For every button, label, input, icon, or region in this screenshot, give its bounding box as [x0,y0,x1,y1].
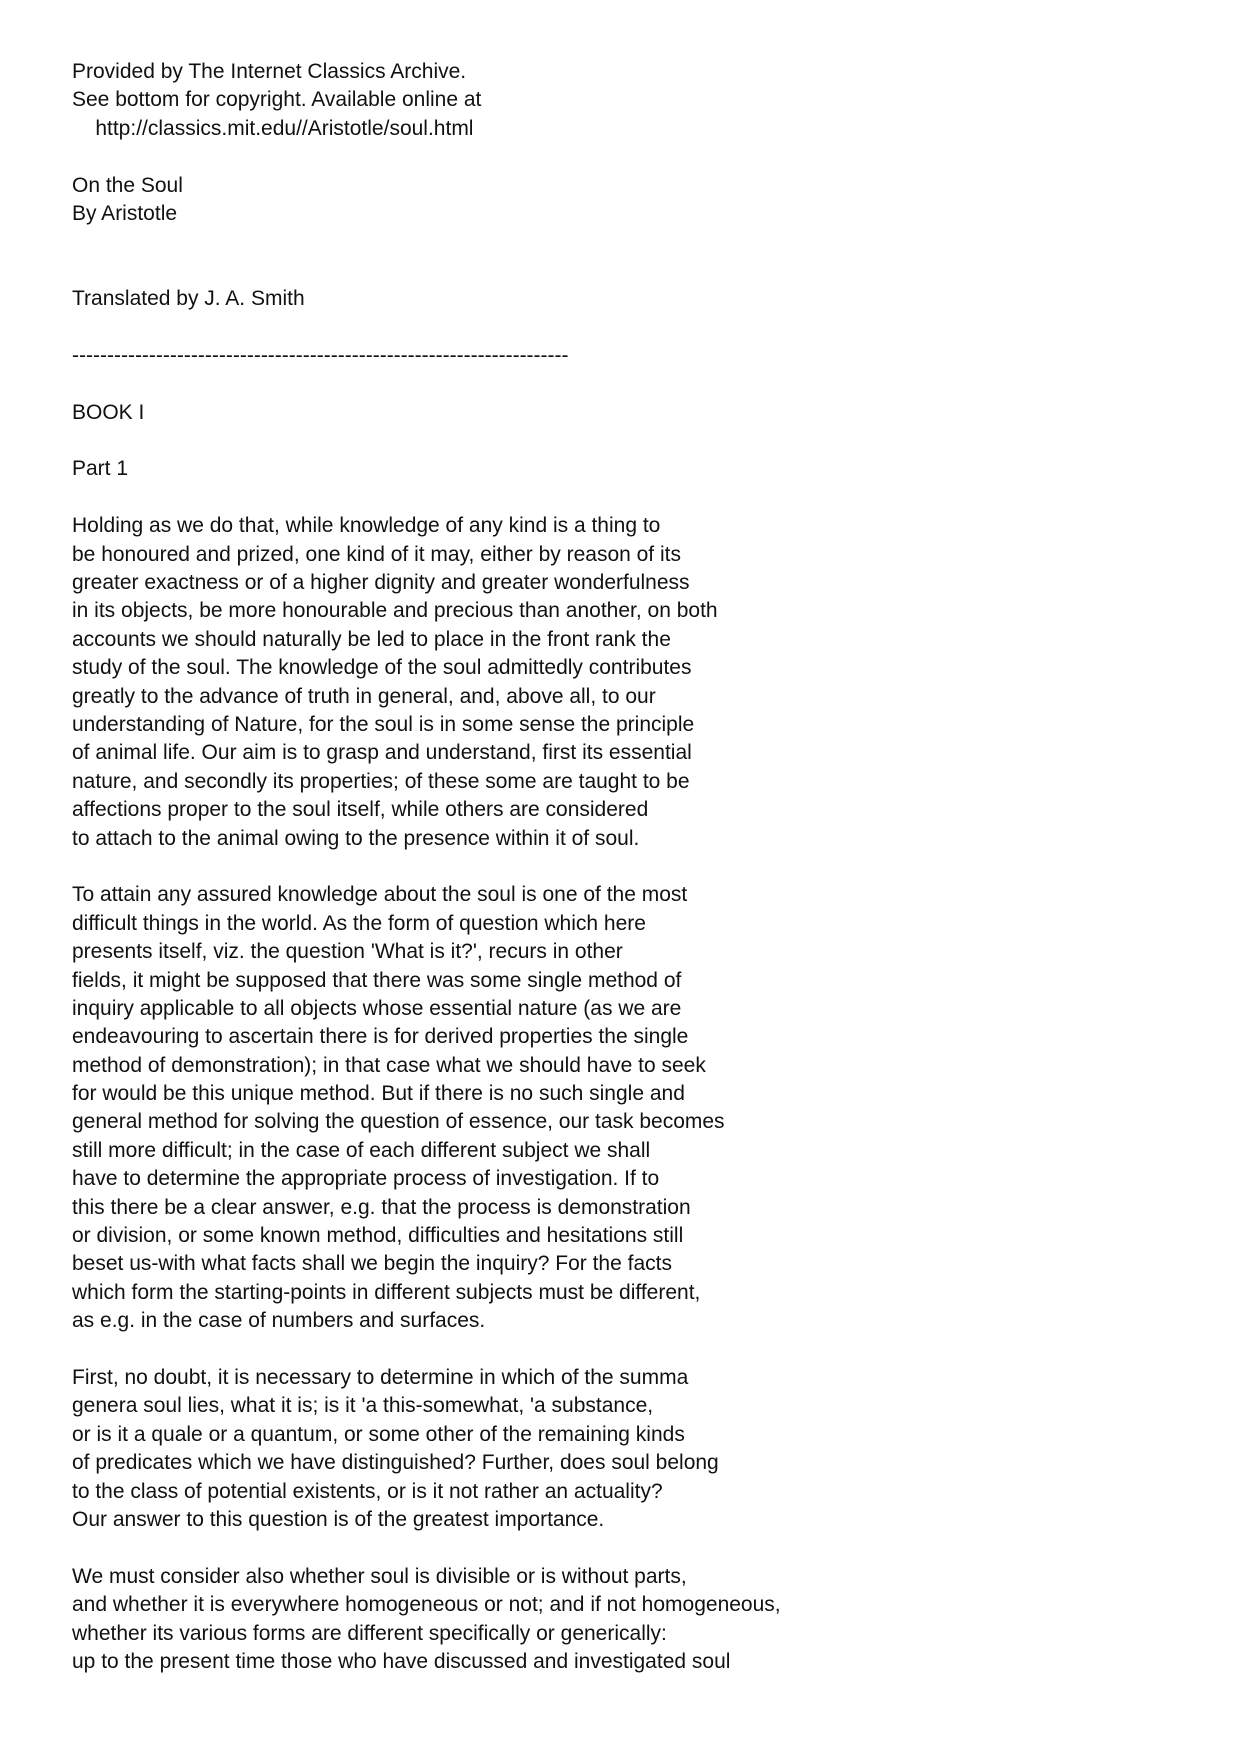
text-line: Holding as we do that, while knowledge of any kind is a thing to [72,514,661,538]
paragraph [72,1563,1192,1677]
text-line: accounts we should naturally be led to place in the front rank the [72,627,671,651]
text-line: or is it a quale or a quantum, or some other of the remaining kinds [72,1422,685,1446]
text-line: method of demonstration); in that case what we should have to seek [72,1053,706,1077]
text-line: greatly to the advance of truth in general, and, above all, to our [72,684,656,708]
text-line: general method for solving the question of essence, our task becomes [72,1110,725,1134]
text-line: nature, and secondly its properties; of these some are taught to be [72,769,690,793]
text-line: endeavouring to ascertain there is for derived properties the single [72,1025,689,1049]
text-line: as e.g. in the case of numbers and surfaces. [72,1309,486,1333]
text-line: or division, or some known method, difficulties and hesitations still [72,1224,684,1248]
separator-line: ----------------------------------------------------------------------- [72,343,569,367]
text-line: To attain any assured knowledge about the soul is one of the most [72,883,688,907]
text-line: and whether it is everywhere homogeneous or not; and if not homogeneous, [72,1593,781,1617]
text-line: inquiry applicable to all objects whose essential nature (as we are [72,996,682,1020]
paragraph [72,881,1192,1335]
book-heading: BOOK I [72,400,145,424]
text-line: to the class of potential existents, or is it not rather an actuality? [72,1479,663,1503]
work-title: On the Soul [72,173,183,197]
text-line: understanding of Nature, for the soul is in some sense the principle [72,713,695,736]
body-text [72,512,1192,1676]
text-line: presents itself, viz. the question 'What is it?', recurs in other [72,940,623,964]
text-line: difficult things in the world. As the form of question which here [72,911,646,935]
text-line: this there be a clear answer, e.g. that the process is demonstration [72,1195,691,1219]
text-line: fields, it might be supposed that there was some single method of [72,968,682,992]
text-line: genera soul lies, what it is; is it 'a this-somewhat, 'a substance, [72,1394,654,1418]
text-line: in its objects, be more honourable and precious than another, on both [72,599,718,623]
text-line: of predicates which we have distinguished? Further, does soul belong [72,1451,719,1475]
provided-by-line: Provided by The Internet Classics Archive. [72,60,467,83]
copyright-line: See bottom for copyright. Available online at [72,88,482,112]
paragraph [72,512,1192,853]
source-url: http://classics.mit.edu//Aristotle/soul.html [72,116,474,140]
text-line: beset us-with what facts shall we begin the inquiry? For the facts [72,1252,672,1276]
text-line: First, no doubt, it is necessary to determine in which of the summa [72,1365,689,1389]
text-line: We must consider also whether soul is divisible or is without parts, [72,1564,687,1588]
text-line: have to determine the appropriate process of investigation. If to [72,1167,660,1191]
text-line: for would be this unique method. But if there is no such single and [72,1082,685,1106]
text-line: be honoured and prized, one kind of it may, either by reason of its [72,542,681,566]
text-line: greater exactness or of a higher dignity and greater wonderfulness [72,571,690,595]
text-line: still more difficult; in the case of each different subject we shall [72,1138,651,1162]
document-page [72,58,1192,1676]
author-line: By Aristotle [72,201,178,225]
text-line: Our answer to this question is of the greatest importance. [72,1507,605,1531]
text-line: affections proper to the soul itself, while others are considered [72,798,649,822]
part-heading: Part 1 [72,457,129,481]
paragraph [72,1364,1192,1534]
text-line: study of the soul. The knowledge of the soul admittedly contributes [72,656,692,680]
text-line: up to the present time those who have discussed and investigated soul [72,1649,731,1673]
text-line: which form the starting-points in different subjects must be different, [72,1280,701,1304]
text-line: of animal life. Our aim is to grasp and understand, first its essential [72,741,692,765]
text-line: whether its various forms are different specifically or generically: [72,1621,667,1645]
translator-line: Translated by J. A. Smith [72,287,305,311]
text-line: to attach to the animal owing to the presence within it of soul. [72,826,640,850]
